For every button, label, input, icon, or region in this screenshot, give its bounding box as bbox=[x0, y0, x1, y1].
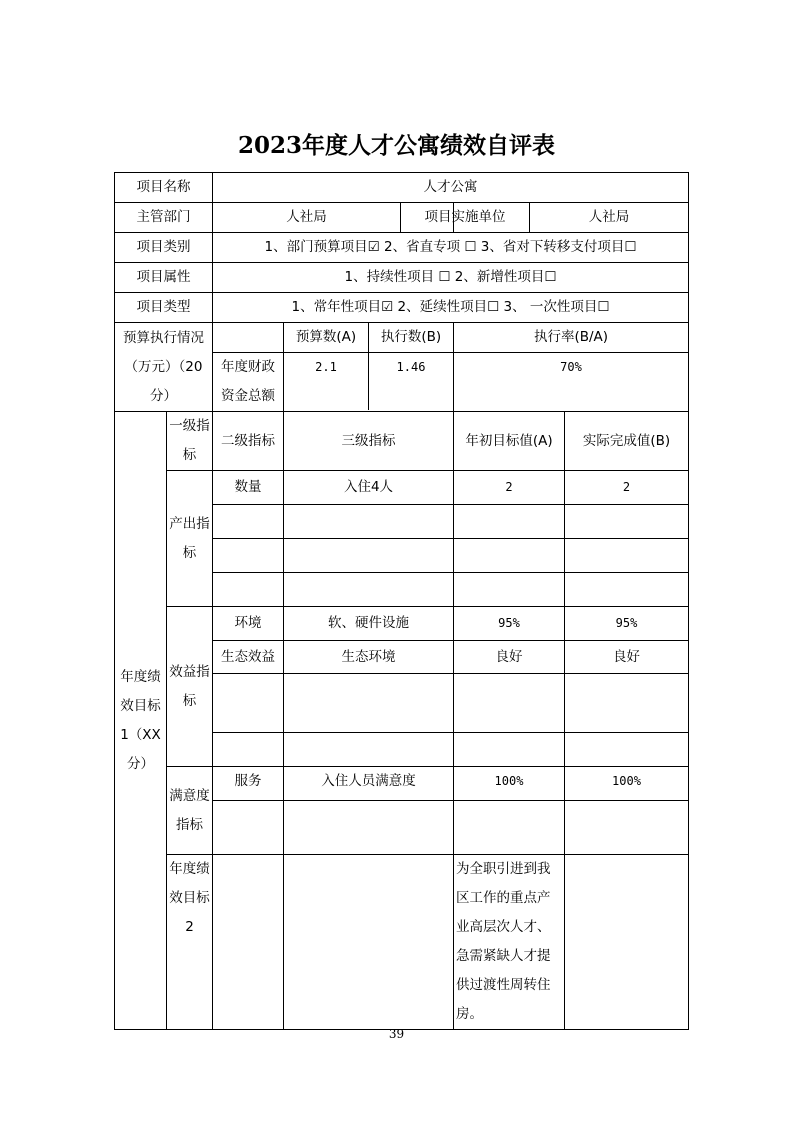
budget-rate-value: 70% bbox=[454, 353, 689, 412]
category-label: 项目类别 bbox=[115, 233, 213, 263]
attribute-label: 项目属性 bbox=[115, 263, 213, 293]
document-title: 2023年度人才公寓绩效自评表 bbox=[237, 132, 555, 159]
budget-a-value: 2.1 bbox=[315, 360, 337, 374]
impl-unit-label: 项目实施单位 bbox=[400, 203, 530, 232]
project-name-label: 项目名称 bbox=[115, 173, 213, 203]
satisfaction-actual: 100% bbox=[565, 767, 689, 801]
category-value: 1、部门预算项目☑ 2、省直专项 ☐ 3、省对下转移支付项目☐ bbox=[213, 233, 689, 263]
output-l3: 入住4人 bbox=[284, 471, 454, 505]
benefit-actual-0: 95% bbox=[565, 607, 689, 641]
header-level1: 一级指标 bbox=[167, 412, 213, 471]
satisfaction-l2: 服务 bbox=[213, 767, 284, 801]
benefit-target-1: 良好 bbox=[454, 641, 565, 674]
benefit-actual-1: 良好 bbox=[565, 641, 689, 674]
budget-label: 预算执行情况（万元）（20分） bbox=[115, 323, 213, 412]
budget-empty-header bbox=[213, 323, 284, 353]
output-l2: 数量 bbox=[213, 471, 284, 505]
project-name-value: 人才公寓 bbox=[213, 173, 689, 203]
benefit-indicator-label: 效益指标 bbox=[167, 607, 213, 767]
page-number: 39 bbox=[388, 1027, 405, 1041]
goal1-label: 年度绩效目标1（XX分） bbox=[115, 412, 167, 1030]
budget-col-a: 预算数(A) bbox=[295, 329, 357, 345]
header-actual: 实际完成值(B) bbox=[565, 412, 689, 471]
benefit-l3-0: 软、硬件设施 bbox=[284, 607, 454, 641]
header-level2: 二级指标 bbox=[213, 412, 284, 471]
dept-label: 主管部门 bbox=[115, 203, 213, 233]
goal2-text: 为全职引进到我区工作的重点产业高层次人才、急需紧缺人才提供过渡性周转住房。 bbox=[454, 855, 565, 1030]
benefit-l2-1: 生态效益 bbox=[213, 641, 284, 674]
satisfaction-l3: 入住人员满意度 bbox=[284, 767, 454, 801]
output-indicator-label: 产出指标 bbox=[167, 471, 213, 607]
budget-b-value: 1.46 bbox=[368, 353, 453, 410]
budget-col-rate: 执行率(B/A) bbox=[454, 323, 689, 353]
goal2-label: 年度绩效目标2 bbox=[167, 855, 213, 1030]
satisfaction-target: 100% bbox=[454, 767, 565, 801]
header-level3: 三级指标 bbox=[284, 412, 454, 471]
benefit-l2-0: 环境 bbox=[213, 607, 284, 641]
budget-row-label: 年度财政资金总额 bbox=[213, 353, 284, 412]
dept-value: 人社局 bbox=[286, 209, 327, 225]
attribute-value: 1、持续性项目 ☐ 2、新增性项目☐ bbox=[213, 263, 689, 293]
satisfaction-indicator-label: 满意度指标 bbox=[167, 767, 213, 855]
type-value: 1、常年性项目☑ 2、延续性项目☐ 3、 一次性项目☐ bbox=[213, 293, 689, 323]
budget-col-b: 执行数(B) bbox=[368, 323, 453, 352]
output-actual: 2 bbox=[565, 471, 689, 505]
evaluation-table bbox=[114, 172, 689, 1030]
impl-unit-value: 人社局 bbox=[588, 209, 630, 225]
header-target: 年初目标值(A) bbox=[454, 412, 565, 471]
output-target: 2 bbox=[454, 471, 565, 505]
type-label: 项目类型 bbox=[115, 293, 213, 323]
benefit-l3-1: 生态环境 bbox=[284, 641, 454, 674]
benefit-target-0: 95% bbox=[454, 607, 565, 641]
